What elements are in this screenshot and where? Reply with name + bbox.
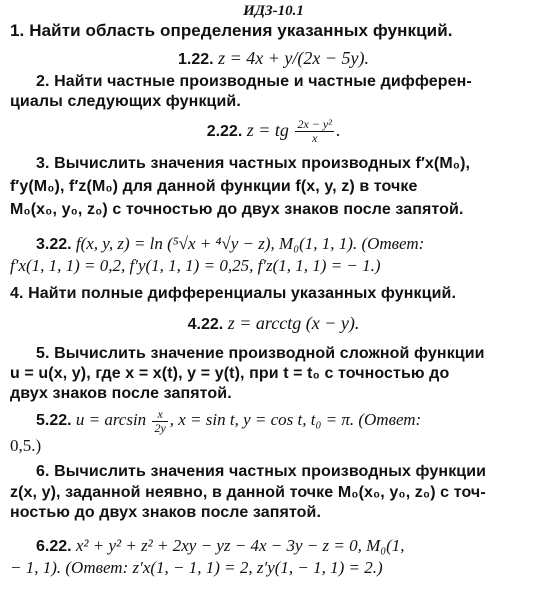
task4-example (0, 312, 547, 336)
task4-number: 4. (10, 285, 24, 302)
task5-example-answer: 0,5.) (10, 436, 42, 455)
task3-example-line2 (10, 255, 381, 276)
task2-example-lhs: z = tg (246, 120, 289, 140)
task4-example-label: 4.22. (187, 316, 224, 333)
task2-example-label: 2.22. (206, 123, 243, 140)
task6-example-label: 6.22. (36, 538, 72, 555)
task5-example-label: 5.22. (36, 412, 72, 429)
task6-statement-line3: ностью до двух знаков после запятой. (10, 504, 322, 521)
task6-example-answer: − 1, 1). (Ответ: z′x(1, − 1, 1) = 2, z′y(1, − 1, 1) = 2.) (10, 558, 383, 577)
task2-number: 2. (36, 73, 50, 90)
task2-example-fraction (295, 118, 333, 145)
task3-number: 3. (36, 155, 50, 172)
task2-fraction-numerator: 2x − y² (297, 117, 332, 132)
task1-number: 1. (10, 21, 25, 40)
task1-text: Найти область определения указанных функций. (29, 21, 453, 40)
task5-fraction-denominator: 2y (154, 420, 166, 435)
task3-example-line1 (36, 233, 424, 255)
task5-example-rest: , x = sin t, y = cos t, t₀ = π. (Ответ: (169, 410, 422, 429)
task5-example-line1 (36, 405, 421, 435)
task6-example-line1 (36, 535, 405, 557)
task3-statement-line1 (36, 154, 470, 174)
task5-number: 5. (36, 345, 50, 362)
task6-number: 6. (36, 463, 50, 480)
task5-fraction-numerator: x (152, 408, 167, 422)
task5-example-fraction (152, 408, 167, 435)
task5-statement-line3: двух знаков после запятой. (10, 385, 232, 402)
task5-statement-line1 (36, 344, 485, 364)
task3-statement-line2: f′y(M₀), f′z(M₀) для данной функции f(x, y, z) в точке (10, 178, 418, 195)
task6-statement-line1 (36, 462, 486, 482)
task2-statement-line1 (36, 72, 472, 92)
task3-example-label: 3.22. (36, 236, 72, 253)
task2-fraction-denominator: x (311, 131, 318, 146)
task6-example-line2 (10, 557, 383, 578)
task2-example (0, 115, 547, 145)
task3-example-formula: f(x, y, z) = ln (⁵√x + ⁴√y − z), M₀(1, 1, 1). (Ответ: (75, 234, 425, 253)
task4-statement (10, 284, 456, 304)
task1-example (0, 47, 547, 71)
task1-example-label: 1.22. (178, 51, 214, 68)
task4-example-formula: z = arcctg (x − y). (227, 313, 360, 333)
task3-text-line1: Вычислить значения частных производных f′x(M₀), (54, 155, 471, 172)
task1-example-formula: z = 4x + y/(2x − 5y). (218, 48, 369, 68)
task3-statement-line3: M₀(x₀, y₀, z₀) с точностью до двух знаков после запятой. (10, 201, 464, 218)
task3-example-answer: f′x(1, 1, 1) = 0,2, f′y(1, 1, 1) = 0,25, f′z(1, 1, 1) = − 1.) (10, 256, 381, 275)
task5-example-lhs: u = arcsin (75, 410, 147, 429)
task5-statement-line2: u = u(x, y), где x = x(t), y = y(t), при t = t₀ с точностью до (10, 365, 450, 382)
task1-statement (10, 21, 453, 41)
task4-text: Найти полные дифференциалы указанных функций. (28, 285, 457, 302)
task6-example-formula: x² + y² + z² + 2xy − yz − 4x − 3y − z = 0, M₀(1, (75, 536, 405, 555)
task2-example-tail: . (335, 120, 341, 140)
task2-text-line1: Найти частные производные и частные дифферен- (54, 73, 472, 90)
task6-statement-line2: z(x, y), заданной неявно, в данной точке M₀(x₀, y₀, z₀) с точ- (10, 484, 486, 501)
task5-text-line1: Вычислить значение производной сложной функции (54, 345, 485, 362)
document-title: ИДЗ-10.1 (243, 3, 304, 19)
task6-text-line1: Вычислить значения частных производных функции (54, 463, 487, 480)
task2-statement-line2: циалы следующих функций. (10, 93, 241, 110)
